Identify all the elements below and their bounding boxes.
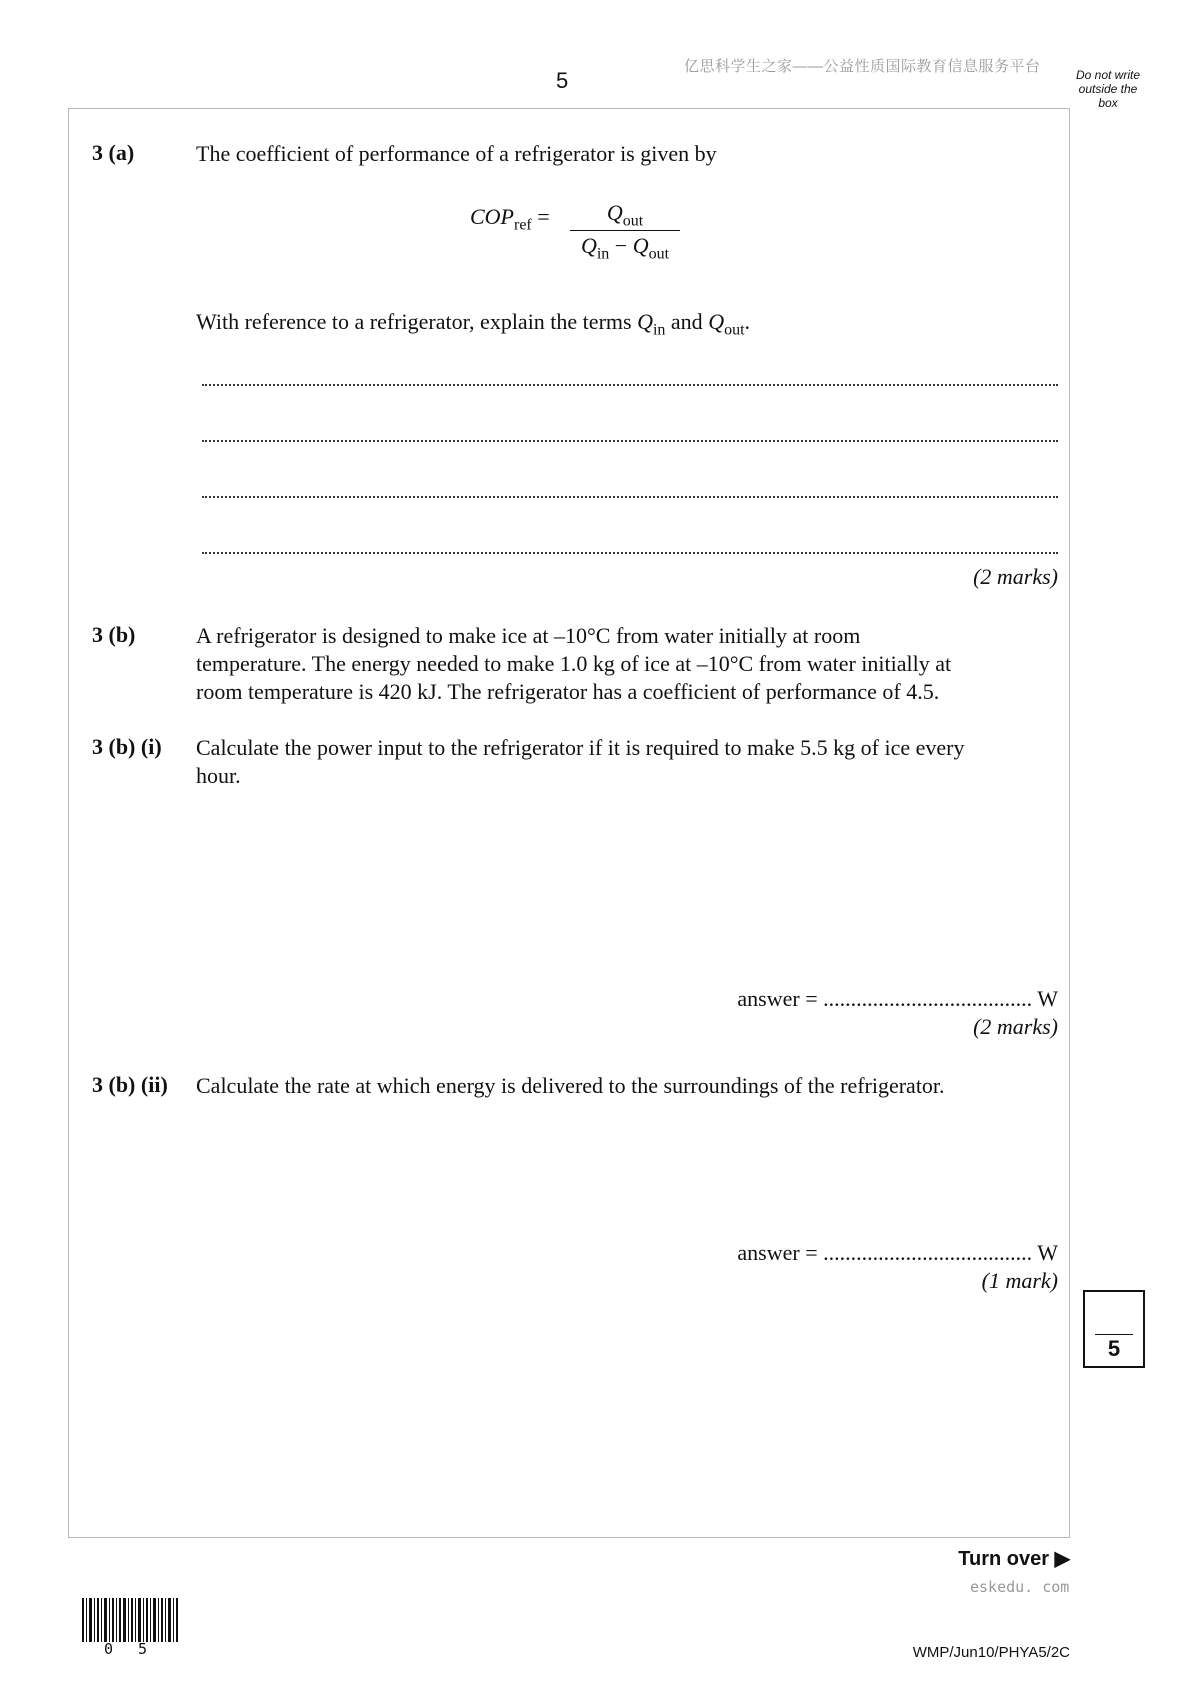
marks-3bii: (1 mark) bbox=[981, 1268, 1058, 1293]
barcode-number: 0 5 bbox=[104, 1640, 156, 1658]
score-box bbox=[1083, 1290, 1145, 1368]
marks-3a: (2 marks) bbox=[973, 564, 1058, 589]
question-3bii-text: Calculate the rate at which energy is delivered to the surroundings of the refrigerator. bbox=[196, 1073, 945, 1098]
turn-over-label: Turn over ▶ bbox=[958, 1548, 1070, 1570]
question-3a-intro: The coefficient of performance of a refrigerator is given by bbox=[196, 141, 717, 166]
margin-note: Do not write outside the box bbox=[1075, 68, 1141, 110]
watermark: 亿思科学生之家——公益性质国际教育信息服务平台 bbox=[684, 58, 1041, 75]
site-watermark: eskedu. com bbox=[970, 1578, 1070, 1596]
question-3b-label: 3 (b) bbox=[92, 622, 136, 647]
question-3a-label: 3 (a) bbox=[92, 140, 135, 165]
page-number: 5 bbox=[556, 68, 569, 93]
question-3b-line2: temperature. The energy needed to make 1.0 kg of ice at –10°C from water initially at bbox=[196, 651, 952, 676]
question-3b-line3: room temperature is 420 kJ. The refrigerator has a coefficient of performance of 4.5. bbox=[196, 679, 940, 704]
score-value: 5 bbox=[1107, 1336, 1121, 1361]
answer-line[interactable] bbox=[202, 494, 1058, 498]
question-3bi-label: 3 (b) (i) bbox=[92, 734, 162, 759]
marks-3bi: (2 marks) bbox=[973, 1014, 1058, 1039]
answer-line[interactable] bbox=[202, 550, 1058, 554]
question-3bii-label: 3 (b) (ii) bbox=[92, 1072, 168, 1097]
cop-formula-lhs: $COP_{ref}$ = bbox=[470, 204, 550, 234]
question-3a-prompt: With reference to a refrigerator, explain the terms $Q_{in}$ and $Q_{out}$. bbox=[196, 309, 751, 339]
paper-reference: WMP/Jun10/PHYA5/2C bbox=[912, 1644, 1070, 1661]
answer-field-3bii[interactable]: answer = ...................................... W bbox=[737, 1240, 1058, 1265]
barcode-icon bbox=[82, 1598, 178, 1642]
question-3b-line1: A refrigerator is designed to make ice at –10°C from water initially at room bbox=[196, 623, 861, 648]
answer-line[interactable] bbox=[202, 438, 1058, 442]
cop-formula-fraction: $Q_{out}$ $Q_{in} - Q_{out}$ bbox=[570, 200, 680, 263]
question-3bi-line2: hour. bbox=[196, 763, 241, 788]
question-3bi-line1: Calculate the power input to the refrigerator if it is required to make 5.5 kg of ice every bbox=[196, 735, 965, 760]
answer-line[interactable] bbox=[202, 382, 1058, 386]
answer-field-3bi[interactable]: answer = ...................................... W bbox=[737, 986, 1058, 1011]
